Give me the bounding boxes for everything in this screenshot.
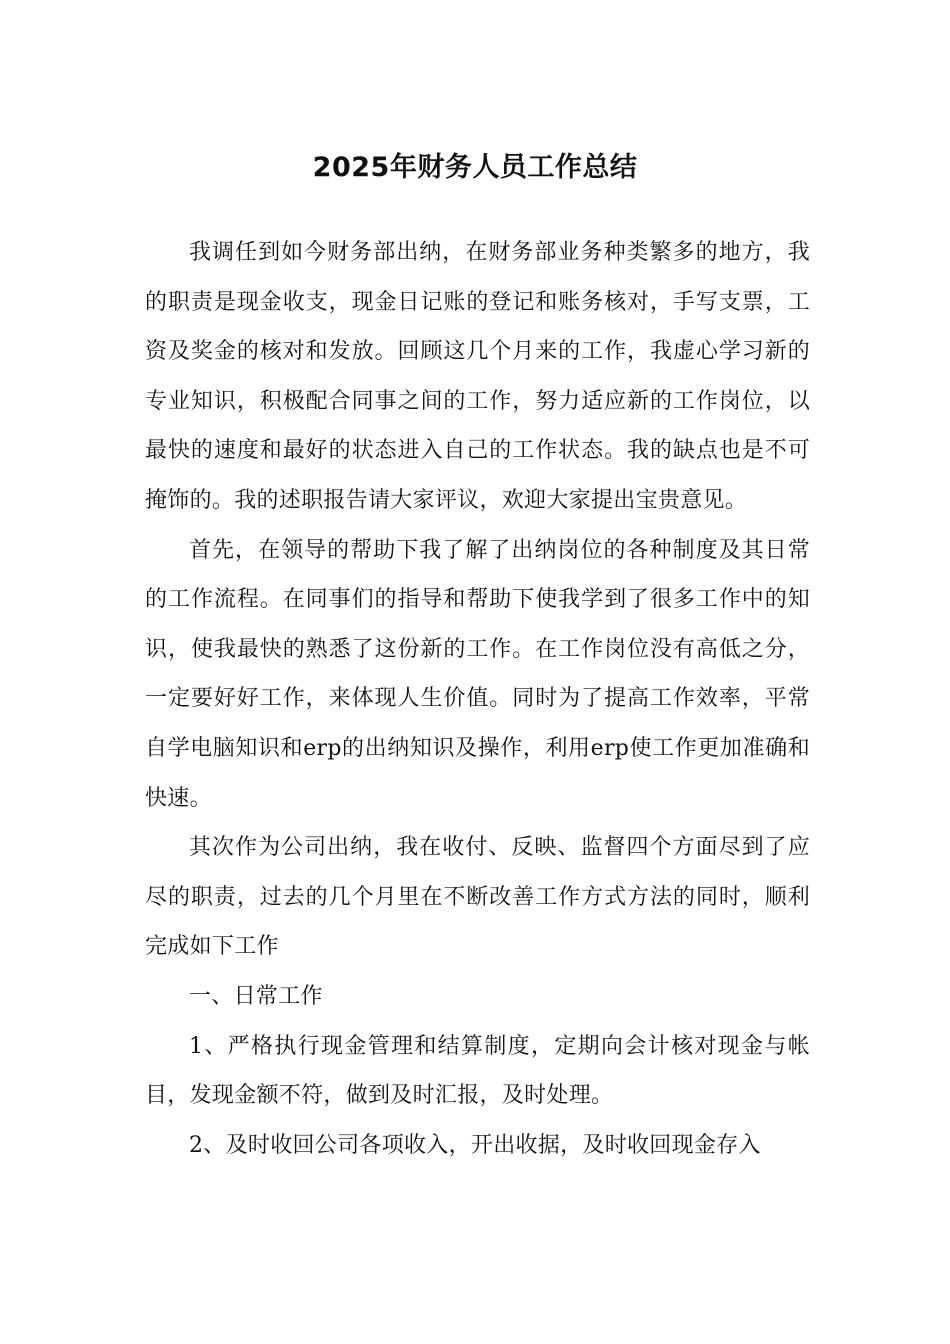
section-heading-daily-work: 一、日常工作 xyxy=(189,983,323,1009)
paragraph-second: 其次作为公司出纳，我在收付、反映、监督四个方面尽到了应尽的职责，过去的几个月里在不断改善工作方式方法的同时，顺利完成如下工作 xyxy=(145,835,810,960)
document-body xyxy=(145,228,810,1170)
paragraph-first: 首先，在领导的帮助下我了解了出纳岗位的各种制度及其日常的工作流程。在同事们的指导和帮助下使我学到了很多工作中的知识，使我最快的熟悉了这份新的工作。在工作岗位没有高低之分，一定要好好工作，来体现人生价值。同时为了提高工作效率，平常自学电脑知识和erp的出纳知识及操作，利用erp使工作更加准确和快速。 xyxy=(145,537,810,811)
list-item-1: 1、严格执行现金管理和结算制度，定期向会计核对现金与帐目，发现金额不符，做到及时汇报，及时处理。 xyxy=(145,1033,810,1109)
paragraph-intro: 我调任到如今财务部出纳，在财务部业务种类繁多的地方，我的职责是现金收支，现金日记账的登记和账务核对，手写支票，工资及奖金的核对和发放。回顾这几个月来的工作，我虚心学习新的专业知识，积极配合同事之间的工作，努力适应新的工作岗位，以最快的速度和最好的状态进入自己的工作状态。我的缺点也是不可掩饰的。我的述职报告请大家评议，欢迎大家提出宝贵意见。 xyxy=(145,240,810,513)
document-title: 2025年财务人员工作总结 xyxy=(312,152,638,184)
list-item-2: 2、及时收回公司各项收入，开出收据，及时收回现金存入 xyxy=(189,1132,761,1158)
